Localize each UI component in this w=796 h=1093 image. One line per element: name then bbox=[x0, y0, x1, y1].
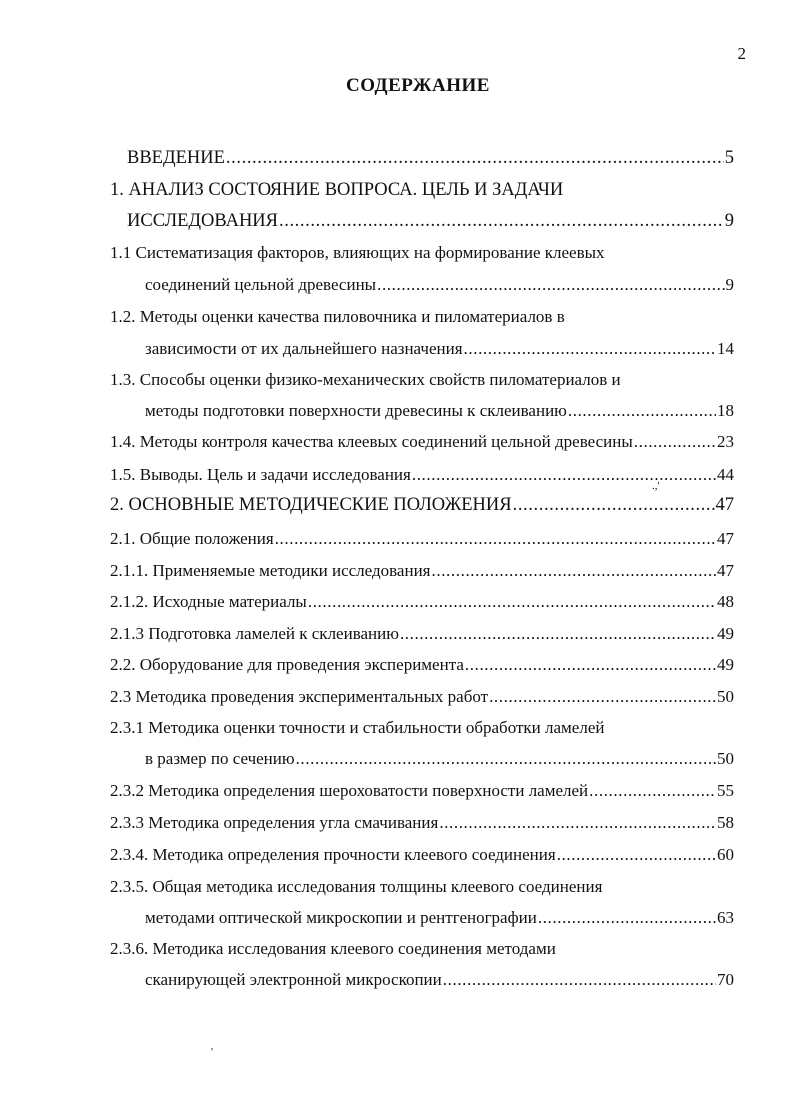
toc-entry-text-cont: зависимости от их дальнейшего назначения bbox=[145, 339, 463, 358]
toc-entry-text: 2. ОСНОВНЫЕ МЕТОДИЧЕСКИЕ ПОЛОЖЕНИЯ bbox=[110, 495, 512, 515]
toc-leader-dots bbox=[513, 493, 715, 517]
toc-entry-2-3-1[interactable] bbox=[145, 747, 734, 771]
toc-leader-dots bbox=[439, 811, 716, 835]
toc-entry-2-3-3[interactable] bbox=[110, 811, 734, 835]
toc-entry-page: 18 bbox=[717, 401, 734, 420]
toc-entry-chapter-2[interactable] bbox=[110, 493, 734, 517]
toc-entry-page: 44 bbox=[717, 465, 734, 484]
toc-entry-text: 2.3.6. Методика исследования клеевого соединения методами bbox=[110, 939, 556, 958]
toc-entry-text: 2.3.5. Общая методика исследования толщины клеевого соединения bbox=[110, 877, 603, 896]
toc-entry-1-2[interactable] bbox=[145, 337, 734, 361]
toc-entry-text: 2.3 Методика проведения экспериментальных работ bbox=[110, 687, 489, 706]
toc-entry-text: 2.1.3 Подготовка ламелей к склеиванию bbox=[110, 624, 399, 643]
toc-entry-1-1[interactable] bbox=[145, 273, 734, 297]
toc-entry-page: 49 bbox=[717, 655, 734, 674]
toc-entry-text: 2.1.1. Применяемые методики исследования bbox=[110, 561, 431, 580]
toc-entry-text: 1.4. Методы контроля качества клеевых соединений цельной древесины bbox=[110, 432, 633, 451]
toc-entry-2-3-5-heading[interactable] bbox=[110, 875, 602, 899]
toc-entry-text-cont: методами оптической микроскопии и рентгенографии bbox=[145, 908, 537, 927]
toc-entry-page: 55 bbox=[717, 781, 734, 800]
toc-entry-text: 1.5. Выводы. Цель и задачи исследования bbox=[110, 465, 411, 484]
toc-leader-dots bbox=[538, 906, 716, 930]
toc-entry-text: 2.1. Общие положения bbox=[110, 529, 274, 548]
toc-leader-dots bbox=[279, 209, 724, 233]
toc-entry-text: 1.3. Способы оценки физико-механических свойств пиломатериалов и bbox=[110, 370, 621, 389]
toc-leader-dots bbox=[589, 779, 716, 803]
toc-entry-text: 1. АНАЛИЗ СОСТОЯНИЕ ВОПРОСА. ЦЕЛЬ И ЗАДАЧИ bbox=[110, 180, 564, 200]
toc-entry-1-5[interactable] bbox=[110, 463, 734, 487]
toc-leader-dots bbox=[412, 463, 716, 487]
toc-entry-page: 49 bbox=[717, 624, 734, 643]
toc-leader-dots bbox=[634, 430, 716, 454]
toc-entry-2-3-4[interactable] bbox=[110, 843, 734, 867]
toc-entry-chapter-1-heading[interactable] bbox=[110, 178, 563, 202]
toc-entry-page: 9 bbox=[725, 275, 734, 294]
page-number: 2 bbox=[737, 44, 746, 63]
toc-entry-page: 48 bbox=[717, 592, 734, 611]
toc-leader-dots bbox=[308, 590, 716, 614]
toc-entry-2-2[interactable] bbox=[110, 653, 734, 677]
toc-leader-dots bbox=[275, 527, 716, 551]
toc-entry-text-cont: ИССЛЕДОВАНИЯ bbox=[127, 211, 278, 231]
toc-entry-text-cont: в размер по сечению bbox=[145, 749, 295, 768]
toc-title: СОДЕРЖАНИЕ bbox=[346, 75, 490, 96]
toc-entry-text-cont: сканирующей электронной микроскопии bbox=[145, 970, 442, 989]
toc-leader-dots bbox=[568, 399, 716, 423]
toc-entry-page: 14 bbox=[717, 339, 734, 358]
toc-entry-text: 2.3.2 Методика определения шероховатости поверхности ламелей bbox=[110, 781, 589, 800]
toc-entry-2-3-1-heading[interactable] bbox=[110, 716, 604, 740]
toc-entry-page: 5 bbox=[724, 148, 734, 168]
toc-entry-2-1-3[interactable] bbox=[110, 622, 734, 646]
toc-entry-page: 70 bbox=[717, 970, 734, 989]
scan-artifact-mark: .,' bbox=[652, 480, 660, 492]
toc-entry-chapter-1[interactable] bbox=[127, 209, 734, 233]
toc-entry-text: 1.1 Систематизация факторов, влияющих на формирование клеевых bbox=[110, 243, 605, 262]
toc-entry-1-3[interactable] bbox=[145, 399, 734, 423]
toc-leader-dots bbox=[400, 622, 716, 646]
toc-leader-dots bbox=[443, 968, 716, 992]
toc-entry-page: 63 bbox=[717, 908, 734, 927]
toc-entry-page: 50 bbox=[717, 749, 734, 768]
toc-entry-2-1-1[interactable] bbox=[110, 559, 734, 583]
toc-leader-dots bbox=[432, 559, 717, 583]
toc-leader-dots bbox=[465, 653, 716, 677]
toc-entry-2-3-6-heading[interactable] bbox=[110, 937, 556, 961]
toc-entry-text: 1.2. Методы оценки качества пиловочника и пиломатериалов в bbox=[110, 307, 565, 326]
toc-leader-dots bbox=[296, 747, 716, 771]
toc-entry-page: 60 bbox=[717, 845, 734, 864]
toc-entry-page: 23 bbox=[717, 432, 734, 451]
scan-artifact-mark: ' bbox=[211, 1046, 213, 1058]
toc-entry-page: 47 bbox=[717, 561, 734, 580]
toc-leader-dots bbox=[226, 146, 724, 170]
toc-entry-page: 9 bbox=[724, 211, 734, 231]
toc-leader-dots bbox=[464, 337, 716, 361]
toc-entry-2-1[interactable] bbox=[110, 527, 734, 551]
toc-entry-text: 2.3.1 Методика оценки точности и стабильности обработки ламелей bbox=[110, 718, 605, 737]
toc-entry-2-3-2[interactable] bbox=[110, 779, 734, 803]
toc-entry-2-1-2[interactable] bbox=[110, 590, 734, 614]
toc-entry-text-cont: соединений цельной древесины bbox=[145, 275, 377, 294]
toc-entry-page: 58 bbox=[717, 813, 734, 832]
toc-entry-1-2-heading[interactable] bbox=[110, 305, 565, 329]
toc-entry-page: 47 bbox=[715, 495, 734, 515]
toc-entry-1-3-heading[interactable] bbox=[110, 368, 621, 392]
toc-entry-page: 47 bbox=[717, 529, 734, 548]
toc-entry-text-cont: методы подготовки поверхности древесины к склеиванию bbox=[145, 401, 567, 420]
toc-leader-dots bbox=[377, 273, 724, 297]
toc-entry-text: 2.3.3 Методика определения угла смачивания bbox=[110, 813, 439, 832]
toc-entry-2-3[interactable] bbox=[110, 685, 734, 709]
toc-entry-text: 2.1.2. Исходные материалы bbox=[110, 592, 307, 611]
toc-leader-dots bbox=[557, 843, 716, 867]
toc-entry-page: 50 bbox=[717, 687, 734, 706]
toc-entry-text: 2.3.4. Методика определения прочности клеевого соединения bbox=[110, 845, 556, 864]
toc-entry-2-3-6[interactable] bbox=[145, 968, 734, 992]
toc-entry-text: ВВЕДЕНИЕ bbox=[127, 148, 225, 168]
toc-entry-introduction[interactable] bbox=[127, 146, 734, 170]
toc-entry-1-1-heading[interactable] bbox=[110, 241, 605, 265]
toc-leader-dots bbox=[489, 685, 716, 709]
toc-entry-1-4[interactable] bbox=[110, 430, 734, 454]
toc-entry-text: 2.2. Оборудование для проведения эксперимента bbox=[110, 655, 464, 674]
toc-entry-2-3-5[interactable] bbox=[145, 906, 734, 930]
